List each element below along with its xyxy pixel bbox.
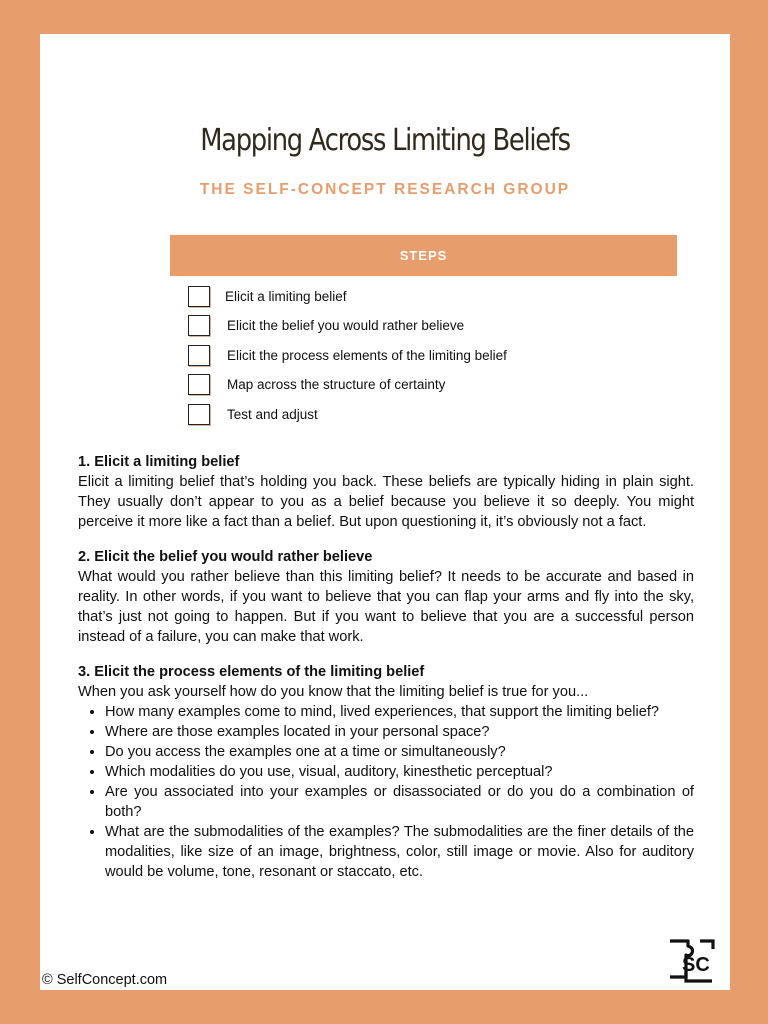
selfconcept-logo-icon xyxy=(666,937,718,983)
list-item: • Which modalities do you use, visual, auditory, kinesthetic perceptual? xyxy=(105,762,694,782)
content-body xyxy=(78,452,694,897)
page-subtitle: THE SELF-CONCEPT RESEARCH GROUP xyxy=(199,181,571,198)
step-label: Map across the structure of certainty xyxy=(227,377,446,393)
steps-header: STEPS xyxy=(170,235,677,276)
logo-text: SC xyxy=(682,954,710,976)
step-label: Elicit the process elements of the limiting belief xyxy=(227,347,507,363)
page-title: Mapping Across Limiting Beliefs xyxy=(200,123,570,158)
step-label: Elicit a limiting belief xyxy=(225,288,347,304)
step-checkbox[interactable] xyxy=(188,404,210,425)
step-checkbox[interactable] xyxy=(188,374,210,395)
section-body: Elicit a limiting belief that’s holding you back. These beliefs are typically hiding in plain sight. They usually don’t appear to you as a belief because you believe it so deeply. You might perceive it more like a fact than a belief. But upon questioning it, it’s obviously not a fact. xyxy=(78,474,694,530)
step-checkbox[interactable] xyxy=(188,345,210,366)
section-heading: 3. Elicit the process elements of the limiting belief xyxy=(78,664,425,680)
step-label: Test and adjust xyxy=(227,406,318,422)
question-list xyxy=(78,702,694,882)
section-elicit-preferred-belief xyxy=(78,547,694,647)
section-elicit-limiting-belief xyxy=(78,452,694,532)
list-item: • What are the submodalities of the examples? The submodalities are the finer details of the modalities, like size of an image, brightness, color, still image or movie. Also for auditory would be volume, tone, resonant or staccato, etc. xyxy=(105,822,694,882)
list-item: • Do you access the examples one at a time or simultaneously? xyxy=(105,742,694,762)
copyright-footer: © SelfConcept.com xyxy=(42,972,168,988)
section-heading: 2. Elicit the belief you would rather believe xyxy=(78,549,373,565)
list-item: • How many examples come to mind, lived experiences, that support the limiting belief? xyxy=(105,702,694,722)
step-checkbox[interactable] xyxy=(188,315,210,336)
section-heading: 1. Elicit a limiting belief xyxy=(78,454,240,470)
section-process-elements xyxy=(78,662,694,882)
section-body: When you ask yourself how do you know that the limiting belief is true for you... xyxy=(78,684,589,700)
step-item xyxy=(188,374,507,396)
step-checkbox[interactable] xyxy=(188,286,210,307)
step-item xyxy=(188,344,507,366)
steps-checklist xyxy=(188,285,507,433)
list-item: • Where are those examples located in your personal space? xyxy=(105,722,694,742)
step-item xyxy=(188,285,507,307)
step-label: Elicit the belief you would rather believe xyxy=(227,318,465,334)
list-item: • Are you associated into your examples or disassociated or do you do a combination of both? xyxy=(105,782,694,822)
step-item xyxy=(188,403,507,425)
section-body: What would you rather believe than this limiting belief? It needs to be accurate and based in reality. In other words, if you want to believe that you can flap your arms and fly into the sky, that’s just not going to happen. But if you want to believe that you are a successful person instead of a failure, you can make that work. xyxy=(78,569,694,645)
step-item xyxy=(188,315,507,337)
